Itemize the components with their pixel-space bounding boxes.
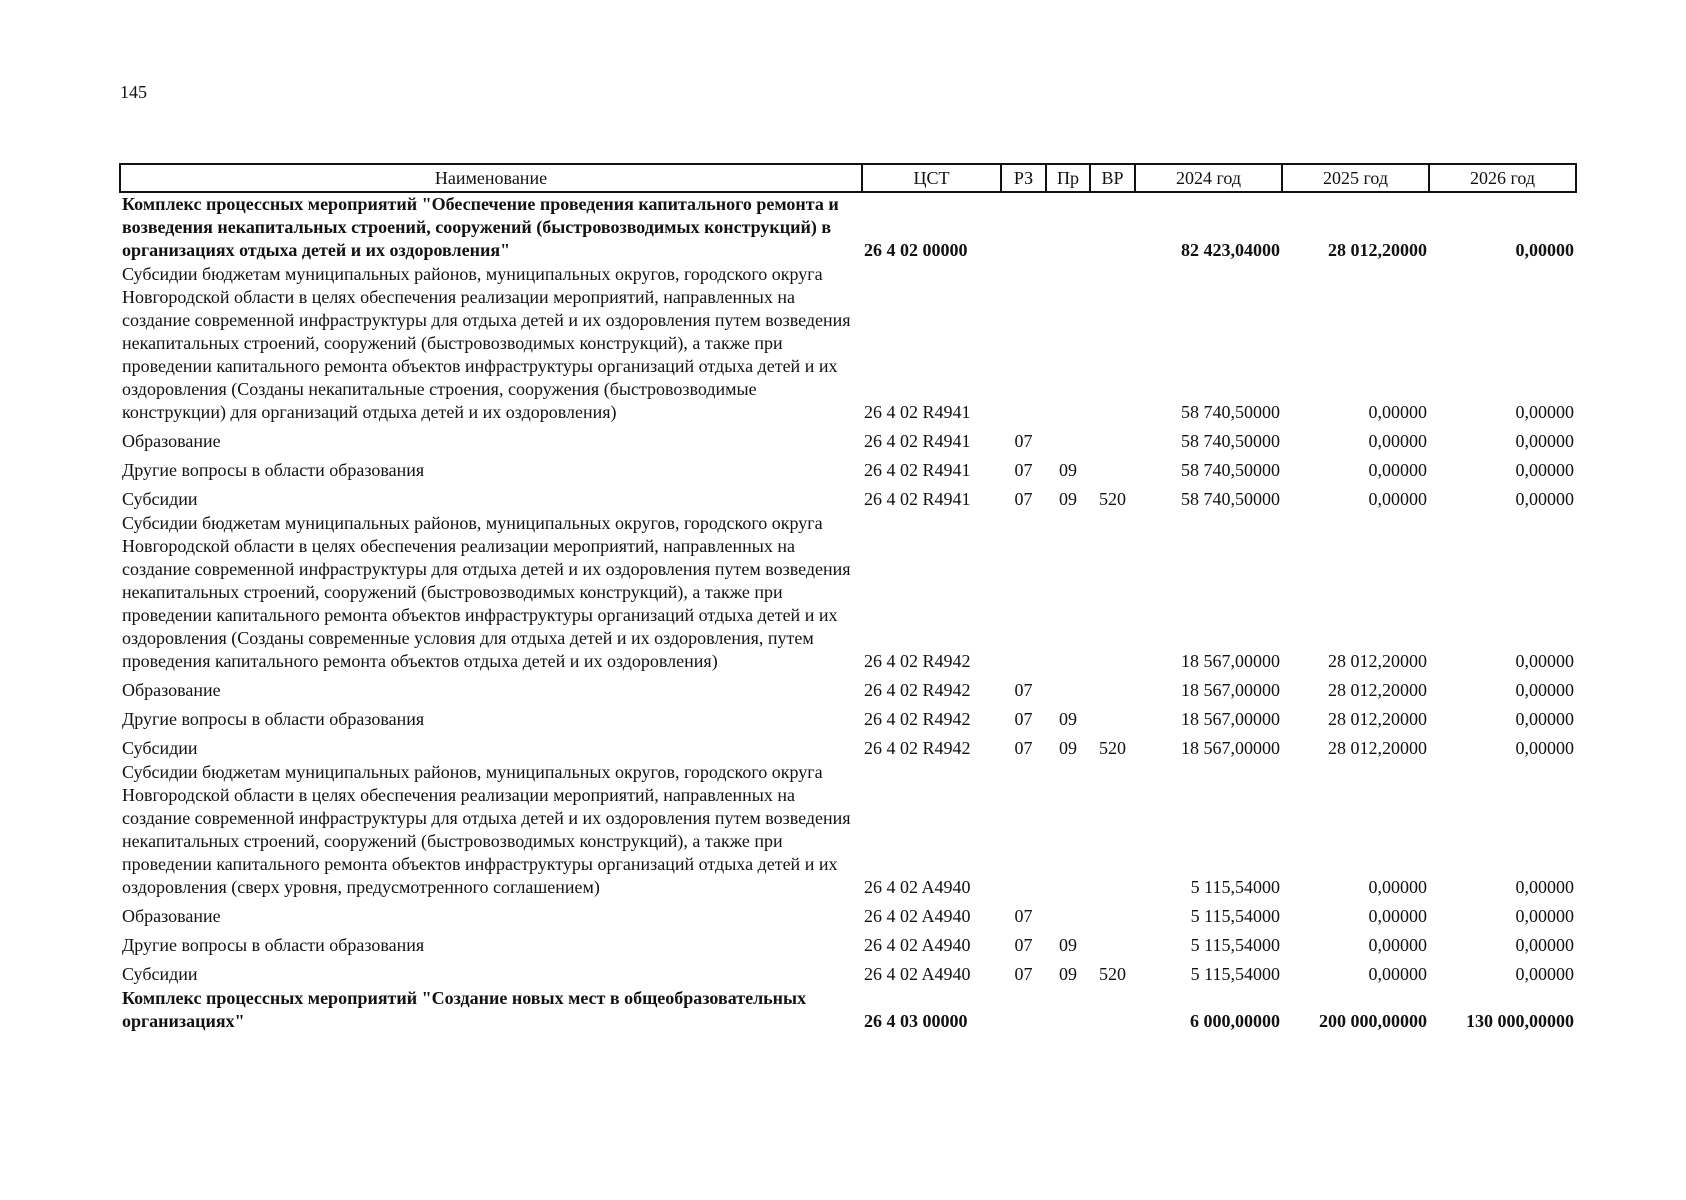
row-vr [1090, 425, 1135, 454]
row-rz: 07 [1014, 935, 1033, 955]
row-pr [1046, 192, 1090, 263]
table-row [120, 929, 1576, 958]
header-name: Наименование [120, 164, 862, 192]
table-row [120, 958, 1576, 987]
row-2024: 6 000,00000 [1190, 1011, 1280, 1031]
row-vr [1090, 263, 1135, 425]
row-vr [1090, 512, 1135, 674]
row-2024: 82 423,04000 [1181, 240, 1280, 260]
row-2024: 58 740,50000 [1181, 402, 1280, 422]
table-row [120, 425, 1576, 454]
row-2026: 0,00000 [1515, 906, 1574, 926]
row-2025: 0,00000 [1368, 877, 1427, 897]
row-2026: 0,00000 [1515, 877, 1574, 897]
row-name: Субсидии бюджетам муниципальных районов, муниципальных округов, городского округа Новгородской области в целях обеспечения реализации мероприятий, направленных на создание современной инфраструктуры для отдыха детей и их оздоровления путем возведения некапитальных строений, сооружений (быстровозводимых конструкций), а также при проведении капитального ремонта объектов инфраструктуры организаций отдыха детей и их оздоровления (Созданы некапитальные строения, сооружения (быстровозводимые конструкции) для организаций отдыха детей и их оздоровления) [122, 264, 851, 422]
row-name: Субсидии бюджетам муниципальных районов, муниципальных округов, городского округа Новгородской области в целях обеспечения реализации мероприятий, направленных на создание современной инфраструктуры для отдыха детей и их оздоровления путем возведения некапитальных строений, сооружений (быстровозводимых конструкций), а также при проведении капитального ремонта объектов инфраструктуры организаций отдыха детей и их оздоровления (сверх уровня, предусмотренного соглашением) [122, 762, 851, 897]
row-cst: 26 4 02 A4940 [864, 906, 971, 926]
row-2024: 58 740,50000 [1181, 431, 1280, 451]
row-name: Другие вопросы в области образования [122, 709, 425, 729]
row-cst: 26 4 02 R4942 [864, 709, 971, 729]
row-rz [1001, 512, 1046, 674]
row-name: Образование [122, 906, 221, 926]
header-pr: Пр [1046, 164, 1090, 192]
row-2026: 0,00000 [1515, 651, 1574, 671]
row-pr: 09 [1059, 738, 1077, 758]
row-2026: 0,00000 [1515, 240, 1574, 260]
row-rz: 07 [1014, 460, 1033, 480]
row-2024: 5 115,54000 [1190, 964, 1280, 984]
row-2026: 0,00000 [1515, 460, 1574, 480]
row-rz: 07 [1014, 906, 1033, 926]
row-vr: 520 [1099, 738, 1126, 758]
row-cst: 26 4 02 R4942 [864, 651, 971, 671]
row-2025: 28 012,20000 [1328, 709, 1427, 729]
table-row [120, 900, 1576, 929]
row-2026: 0,00000 [1515, 738, 1574, 758]
row-2026: 0,00000 [1515, 709, 1574, 729]
row-cst: 26 4 02 R4941 [864, 431, 971, 451]
header-vr: ВР [1090, 164, 1135, 192]
header-2024: 2024 год [1135, 164, 1282, 192]
row-vr [1090, 987, 1135, 1034]
row-2025: 0,00000 [1368, 906, 1427, 926]
row-2025: 0,00000 [1368, 460, 1427, 480]
row-2024: 18 567,00000 [1181, 680, 1280, 700]
row-2024: 58 740,50000 [1181, 489, 1280, 509]
row-2026: 0,00000 [1515, 489, 1574, 509]
row-vr [1090, 192, 1135, 263]
row-vr: 520 [1099, 964, 1126, 984]
row-vr [1090, 454, 1135, 483]
row-pr: 09 [1059, 489, 1077, 509]
table-row [120, 703, 1576, 732]
table-row [120, 987, 1576, 1034]
row-pr [1046, 761, 1090, 900]
row-2025: 200 000,00000 [1319, 1011, 1427, 1031]
row-vr [1090, 761, 1135, 900]
table-row [120, 263, 1576, 425]
row-cst: 26 4 02 R4941 [864, 489, 971, 509]
row-rz: 07 [1014, 964, 1033, 984]
row-pr [1046, 674, 1090, 703]
row-rz: 07 [1014, 709, 1033, 729]
row-name: Субсидии бюджетам муниципальных районов, муниципальных округов, городского округа Новгородской области в целях обеспечения реализации мероприятий, направленных на создание современной инфраструктуры для отдыха детей и их оздоровления путем возведения некапитальных строений, сооружений (быстровозводимых конструкций), а также при проведении капитального ремонта объектов инфраструктуры организаций отдыха детей и их оздоровления (Созданы современные условия для отдыха детей и их оздоровления, путем проведения капитального ремонта объектов отдыха детей и их оздоровления) [122, 513, 851, 671]
row-2026: 0,00000 [1515, 964, 1574, 984]
row-name: Другие вопросы в области образования [122, 935, 425, 955]
header-2025: 2025 год [1282, 164, 1429, 192]
table-row [120, 454, 1576, 483]
table-row [120, 512, 1576, 674]
row-cst: 26 4 02 R4942 [864, 738, 971, 758]
row-cst: 26 4 03 00000 [864, 1011, 968, 1031]
header-cst: ЦСТ [862, 164, 1001, 192]
row-2025: 0,00000 [1368, 431, 1427, 451]
row-cst: 26 4 02 00000 [864, 240, 968, 260]
row-pr: 09 [1059, 460, 1077, 480]
row-vr: 520 [1099, 489, 1126, 509]
row-rz: 07 [1014, 738, 1033, 758]
row-2025: 0,00000 [1368, 489, 1427, 509]
row-2024: 18 567,00000 [1181, 738, 1280, 758]
row-name: Субсидии [122, 489, 198, 509]
row-rz: 07 [1014, 680, 1033, 700]
row-cst: 26 4 02 R4942 [864, 680, 971, 700]
row-2025: 28 012,20000 [1328, 738, 1427, 758]
row-name: Другие вопросы в области образования [122, 460, 425, 480]
row-vr [1090, 929, 1135, 958]
row-2026: 0,00000 [1515, 680, 1574, 700]
row-2026: 0,00000 [1515, 935, 1574, 955]
row-cst: 26 4 02 A4940 [864, 964, 971, 984]
page-number: 145 [120, 82, 147, 102]
row-name: Субсидии [122, 738, 198, 758]
header-2026: 2026 год [1429, 164, 1576, 192]
row-pr: 09 [1059, 935, 1077, 955]
row-2026: 0,00000 [1515, 402, 1574, 422]
row-2025: 0,00000 [1368, 935, 1427, 955]
row-pr: 09 [1059, 709, 1077, 729]
table-row [120, 732, 1576, 761]
row-cst: 26 4 02 R4941 [864, 402, 971, 422]
header-rz: РЗ [1001, 164, 1046, 192]
budget-table [119, 163, 1577, 1034]
row-2024: 5 115,54000 [1190, 906, 1280, 926]
row-2024: 18 567,00000 [1181, 709, 1280, 729]
row-2025: 28 012,20000 [1328, 680, 1427, 700]
row-name: Субсидии [122, 964, 198, 984]
row-pr [1046, 987, 1090, 1034]
row-2024: 5 115,54000 [1190, 935, 1280, 955]
row-2025: 28 012,20000 [1328, 651, 1427, 671]
row-2024: 18 567,00000 [1181, 651, 1280, 671]
row-2026: 0,00000 [1515, 431, 1574, 451]
row-cst: 26 4 02 A4940 [864, 935, 971, 955]
row-rz [1001, 761, 1046, 900]
row-pr [1046, 263, 1090, 425]
row-rz: 07 [1014, 431, 1033, 451]
table-row [120, 192, 1576, 263]
row-name: Комплекс процессных мероприятий "Создание новых мест в общеобразовательных организациях" [122, 988, 807, 1031]
row-2026: 130 000,00000 [1466, 1011, 1574, 1031]
table-row [120, 674, 1576, 703]
row-2025: 0,00000 [1368, 964, 1427, 984]
row-rz [1001, 192, 1046, 263]
row-name: Комплекс процессных мероприятий "Обеспечение проведения капитального ремонта и возведения некапитальных строений, сооружений (быстровозводимых конструкций) в организациях отдыха детей и их оздоровления" [122, 194, 839, 260]
row-vr [1090, 703, 1135, 732]
row-rz [1001, 263, 1046, 425]
row-pr [1046, 512, 1090, 674]
table-header [120, 164, 1576, 192]
row-pr [1046, 900, 1090, 929]
row-2025: 28 012,20000 [1328, 240, 1427, 260]
table-row [120, 761, 1576, 900]
row-pr: 09 [1059, 964, 1077, 984]
row-vr [1090, 674, 1135, 703]
table-body [120, 192, 1576, 1034]
row-name: Образование [122, 680, 221, 700]
row-name: Образование [122, 431, 221, 451]
table-row [120, 483, 1576, 512]
row-rz: 07 [1014, 489, 1033, 509]
row-2025: 0,00000 [1368, 402, 1427, 422]
row-2024: 58 740,50000 [1181, 460, 1280, 480]
row-2024: 5 115,54000 [1190, 877, 1280, 897]
row-cst: 26 4 02 A4940 [864, 877, 971, 897]
row-vr [1090, 900, 1135, 929]
header-row [120, 164, 1576, 192]
row-cst: 26 4 02 R4941 [864, 460, 971, 480]
row-pr [1046, 425, 1090, 454]
row-rz [1001, 987, 1046, 1034]
